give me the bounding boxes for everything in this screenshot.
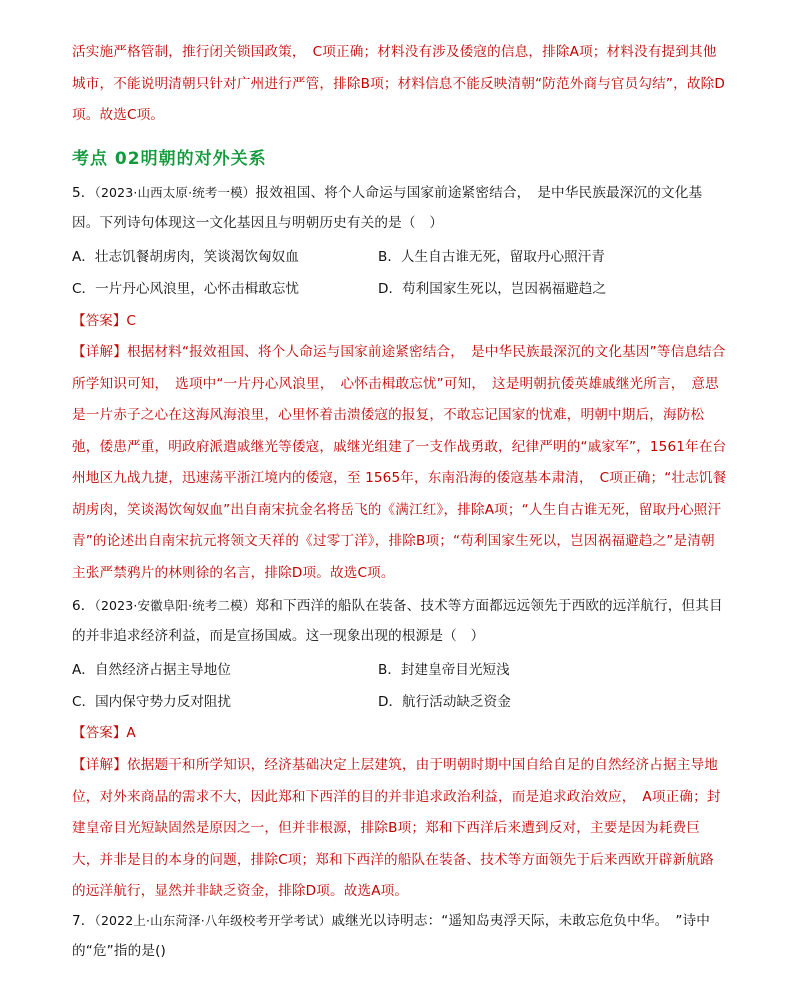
detail-tag: 【详解】 <box>72 757 127 773</box>
question-7-stem <box>72 906 727 966</box>
detail-text: 依据题干和所学知识，经济基础决定上层建筑，由于明朝时期中国自给自足的自然经济占据主导地位，对外来商品的需求不大，因此郑和下西洋的目的并非追求政治利益，而是追求政治效应， A项正确；封建皇帝目光短缺固然是原因之一，但并非根源，排除B项；郑和下西洋后来遭到反对，主要是因为耗费巨大，并非是目的本身的问题，排除C项；郑和下西洋的船队在装备、技术等方面领先于后来西欧开辟新航路的远洋航行，显然并非缺乏资金，排除D项。故选A项。 <box>72 757 721 899</box>
option-d: D．航行活动缺乏资金 <box>378 694 511 710</box>
question-5-stem <box>72 178 727 238</box>
option-a: A．自然经济占据主导地位 <box>72 662 231 678</box>
answer-tag: 【答案】 <box>72 725 127 741</box>
option-d: D．苟利国家生死以，岂因祸福避趋之 <box>378 281 606 297</box>
question-text: 戚继光以诗明志：“遥知岛夷浮天际，未敢忘危负中华。 ”诗中的“危”指的是() <box>72 913 711 959</box>
option-b: B．人生自古谁无死，留取丹心照汗青 <box>378 249 605 265</box>
answer-value: A <box>126 725 136 741</box>
question-text: 报效祖国、将个人命运与国家前途紧密结合， 是中华民族最深沉的文化基因。下列诗句体现这一文化基因且与明朝历史有关的是（ ） <box>72 185 703 231</box>
question-number: 7． <box>72 913 95 929</box>
question-source: （2022上·山东菏泽·八年级校考开学考试） <box>94 913 332 928</box>
answer-line <box>72 723 136 743</box>
detail-paragraph <box>72 750 727 908</box>
question-source: （2023·安徽阜阳·统考二模） <box>94 598 256 613</box>
option-c: C．国内保守势力反对阻扰 <box>72 694 232 710</box>
detail-paragraph <box>72 337 727 589</box>
answer-line <box>72 311 136 331</box>
option-a: A．壮志饥餐胡虏肉，笑谈渴饮匈奴血 <box>72 249 299 265</box>
detail-tag: 【详解】 <box>72 344 127 360</box>
answer-tag: 【答案】 <box>72 313 127 329</box>
section-heading: 考点 02明朝的对外关系 <box>72 149 267 169</box>
detail-text: 根据材料“报效祖国、将个人命运与国家前途紧密结合， 是中华民族最深沉的文化基因”等信息结合所学知识可知， 选项中“一片丹心风浪里， 心怀击楫敢忘忧”可知， 这是明朝抗倭英雄戚继光所言， 意思是一片赤子之心在这海风海浪里，心里怀着击溃倭寇的报复，不敢忘记国家的忧难，明朝中期后，海防松弛，倭患严重，明政府派遣戚继光等倭寇，戚继光组建了一支作战勇敢，纪律严明的“戚家军”，1561年在台州地区九战九捷，迅速荡平浙江境内的倭寇，至 1565年，东南沿海的倭寇基本肃清， C项正确；“壮志饥餐胡虏肉，笑谈渴饮匈奴血”出自南宋抗金名将岳飞的《满江红》，排除A项；“人生自古谁无死，留取丹心照汗青”的论述出自南宋抗元将领文天祥的《过零丁洋》，排除B项；“苟利国家生死以，岂因祸福避趋之”是清朝主张严禁鸦片的林则徐的名言，排除D项。故选C项。 <box>72 344 727 581</box>
option-b: B．封建皇帝目光短浅 <box>378 662 510 678</box>
question-number: 6． <box>72 598 95 614</box>
option-c: C．一片丹心风浪里，心怀击楫敢忘忧 <box>72 281 299 297</box>
question-source: （2023·山西太原·统考一模） <box>94 185 256 200</box>
question-number: 5． <box>72 185 95 201</box>
answer-value: C <box>126 313 136 329</box>
question-text: 郑和下西洋的船队在装备、技术等方面都远远领先于西欧的远洋航行，但其目的并非追求经济利益，而是宣扬国威。这一现象出现的根源是（ ） <box>72 598 723 644</box>
question-6-stem <box>72 591 727 651</box>
previous-explanation: 活实施严格管制，推行闭关锁国政策， C项正确；材料没有涉及倭寇的信息，排除A项；材料没有提到其他城市，不能说明清朝只针对广州进行严管，排除B项；材料信息不能反映清朝“防范外商与官员勾结”，故除D项。故选C项。 <box>72 44 725 123</box>
